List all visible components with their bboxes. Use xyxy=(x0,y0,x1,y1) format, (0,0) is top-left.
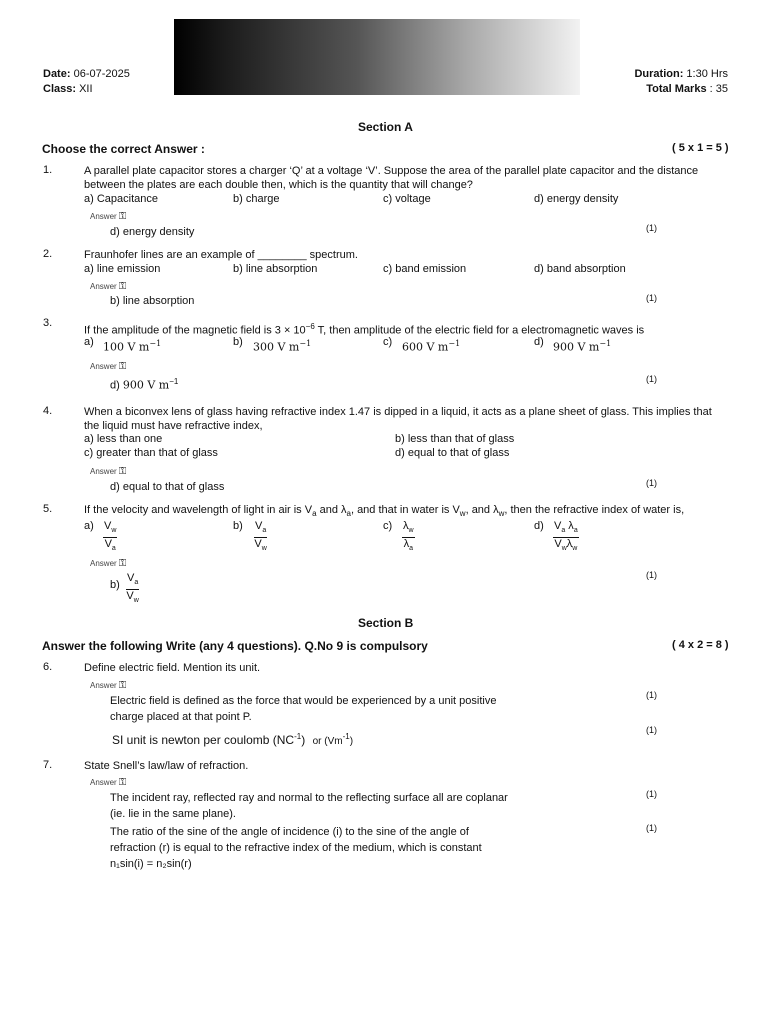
q6-number: 6. xyxy=(43,661,53,673)
q5-mark: (1) xyxy=(646,570,657,580)
q1-option-c: c) voltage xyxy=(383,193,431,205)
q4-text-line2: the liquid must have refractive index, xyxy=(84,420,263,432)
q2-answer-tag xyxy=(90,280,126,292)
q1-option-d: d) energy density xyxy=(534,193,619,205)
date-line xyxy=(43,68,130,80)
q6-mark-2: (1) xyxy=(646,725,657,735)
section-a-instruction: Choose the correct Answer : xyxy=(42,142,205,156)
duration-value: 1:30 Hrs xyxy=(686,68,728,80)
key-icon: ⚿ xyxy=(118,680,127,691)
q2-number: 2. xyxy=(43,248,53,260)
section-a-title: Section A xyxy=(358,120,413,134)
section-b-title: Section B xyxy=(358,616,414,630)
q4-answer-tag xyxy=(90,465,126,477)
class-line xyxy=(43,83,93,95)
q7-answer-tag xyxy=(90,776,126,788)
q7-answer-line4: refraction (r) is equal to the refractive index of the medium, which is constant xyxy=(110,842,482,854)
q5-option-c-label: c) xyxy=(383,520,393,532)
key-icon: ⚿ xyxy=(118,281,127,292)
q6-answer-line1: Electric field is defined as the force that would be experienced by a unit positive xyxy=(110,695,497,707)
answer-label: Answer xyxy=(90,467,117,476)
q6-answer-tag xyxy=(90,679,126,691)
q1-text-line2: between the plates are each double then, which is the quantity that will change? xyxy=(84,179,473,191)
q3-mark: (1) xyxy=(646,374,657,384)
answer-label: Answer xyxy=(90,362,117,371)
q7-mark-1: (1) xyxy=(646,789,657,799)
q3-option-a-label: a) xyxy=(84,336,94,348)
q5-option-c-fraction: $\frac{\lambda_w}{\lambda_a}$ xyxy=(403,520,414,553)
q4-mark: (1) xyxy=(646,478,657,488)
q2-option-b: b) line absorption xyxy=(233,263,318,275)
date-label: Date: xyxy=(43,68,71,80)
key-icon: ⚿ xyxy=(118,558,127,569)
total-marks-line xyxy=(646,83,728,95)
q6-text: Define electric field. Mention its unit. xyxy=(84,662,261,674)
key-icon: ⚿ xyxy=(118,466,127,477)
section-a-marks: ( 5 x 1 = 5 ) xyxy=(672,142,729,154)
q5-text: If the velocity and wavelength of light in air is $V_a$ and $\lambda_a$, and that in water is $V_w$, and $\lambda_w$, then the refractive index of water is, xyxy=(84,504,685,519)
q5-option-a-label: a) xyxy=(84,520,94,532)
class-value: XII xyxy=(79,83,93,95)
q7-text: State Snell’s law/law of refraction. xyxy=(84,760,249,772)
q3-option-d-value: 900 V $m^{-1}$ xyxy=(553,339,612,354)
q2-option-c: c) band emission xyxy=(383,263,467,275)
total-marks-value: : 35 xyxy=(709,83,728,95)
q5-answer-fraction: $\frac{V_a}{V_w}$ xyxy=(126,572,139,605)
q6-answer-unit: SI unit is newton per coulomb $(NC^{-1})$ or $(Vm^{-1})$ xyxy=(112,732,354,747)
q3-text: If the amplitude of the magnetic field is $3 \times 10^{-6}$ T, then amplitude of the electric field for a electromagnetic waves is xyxy=(84,322,645,337)
q3-option-b-label: b) xyxy=(233,336,243,348)
key-icon: ⚿ xyxy=(118,361,127,372)
q5-number: 5. xyxy=(43,503,53,515)
section-b-instruction: Answer the following Write (any 4 questions). Q.No 9 is compulsory xyxy=(42,639,428,653)
q3-option-c-value: 600 V $m^{-1}$ xyxy=(402,339,461,354)
duration-line xyxy=(634,68,728,80)
duration-label: Duration: xyxy=(634,68,684,80)
answer-label: Answer xyxy=(90,212,117,221)
q3-number: 3. xyxy=(43,317,53,329)
key-icon: ⚿ xyxy=(118,211,127,222)
q2-text: Fraunhofer lines are an example of ________ spectrum. xyxy=(84,249,358,261)
q1-number: 1. xyxy=(43,164,53,176)
q1-option-a: a) Capacitance xyxy=(84,193,158,205)
q1-mark: (1) xyxy=(646,223,657,233)
q1-text-line1: A parallel plate capacitor stores a charger ‘Q’ at a voltage ‘V’. Suppose the area of the parallel plate capacitor and the distance xyxy=(84,165,699,177)
q1-option-b: b) charge xyxy=(233,193,280,205)
q6-answer-line2: charge placed at that point P. xyxy=(110,711,252,723)
q3-option-d-label: d) xyxy=(534,336,544,348)
class-label: Class: xyxy=(43,83,77,95)
total-marks-label: Total Marks xyxy=(646,83,707,95)
q6-mark-1: (1) xyxy=(646,690,657,700)
q1-answer: d) energy density xyxy=(110,226,195,238)
q3-option-c-label: c) xyxy=(383,336,393,348)
q5-option-d-label: d) xyxy=(534,520,544,532)
answer-label: Answer xyxy=(90,559,117,568)
q4-text-line1: When a biconvex lens of glass having refractive index 1.47 is dipped in a liquid, it acts as a plane sheet of glass. This implies that xyxy=(84,406,712,418)
q4-number: 4. xyxy=(43,405,53,417)
answer-label: Answer xyxy=(90,778,117,787)
q2-option-a: a) line emission xyxy=(84,263,161,275)
q1-answer-tag xyxy=(90,210,126,222)
q5-option-b-fraction: $\frac{V_a}{V_w}$ xyxy=(254,520,267,553)
q7-answer-line3: The ratio of the sine of the angle of incidence (i) to the sine of the angle of xyxy=(110,826,469,838)
date-value: 06-07-2025 xyxy=(73,68,130,80)
q4-option-d: d) equal to that of glass xyxy=(395,447,510,459)
q4-option-c: c) greater than that of glass xyxy=(84,447,218,459)
key-icon: ⚿ xyxy=(118,777,127,788)
q5-option-b-label: b) xyxy=(233,520,243,532)
answer-label: Answer xyxy=(90,681,117,690)
q7-answer-line1: The incident ray, reflected ray and normal to the reflecting surface all are coplanar xyxy=(110,792,508,804)
q7-mark-2: (1) xyxy=(646,823,657,833)
q5-answer-label: b) xyxy=(110,579,120,591)
header-banner xyxy=(174,19,580,95)
q7-answer-line2: (ie. lie in the same plane). xyxy=(110,808,236,820)
q4-option-a: a) less than one xyxy=(84,433,163,445)
q3-option-b-value: 300 V $m^{-1}$ xyxy=(253,339,312,354)
answer-label: Answer xyxy=(90,282,117,291)
q3-option-a-value: 100 V $m^{-1}$ xyxy=(103,339,162,354)
q4-option-b: b) less than that of glass xyxy=(395,433,515,445)
q2-mark: (1) xyxy=(646,293,657,303)
q4-answer: d) equal to that of glass xyxy=(110,481,225,493)
q2-option-d: d) band absorption xyxy=(534,263,626,275)
section-b-marks: ( 4 x 2 = 8 ) xyxy=(672,639,729,651)
q7-number: 7. xyxy=(43,759,53,771)
q5-option-d-fraction: $V_a$ $\lambda_a$ $V_w\lambda_w$ xyxy=(554,520,578,553)
q3-answer-tag xyxy=(90,360,126,372)
q7-answer-line5: n₁sin(i) = n₂sin(r) xyxy=(110,858,192,870)
q5-option-a-fraction: $\frac{V_w}{V_a}$ xyxy=(104,520,117,553)
q3-answer: d) 900 V $m^{-1}$ xyxy=(110,377,179,392)
q5-answer-tag xyxy=(90,557,126,569)
q2-answer: b) line absorption xyxy=(110,295,195,307)
